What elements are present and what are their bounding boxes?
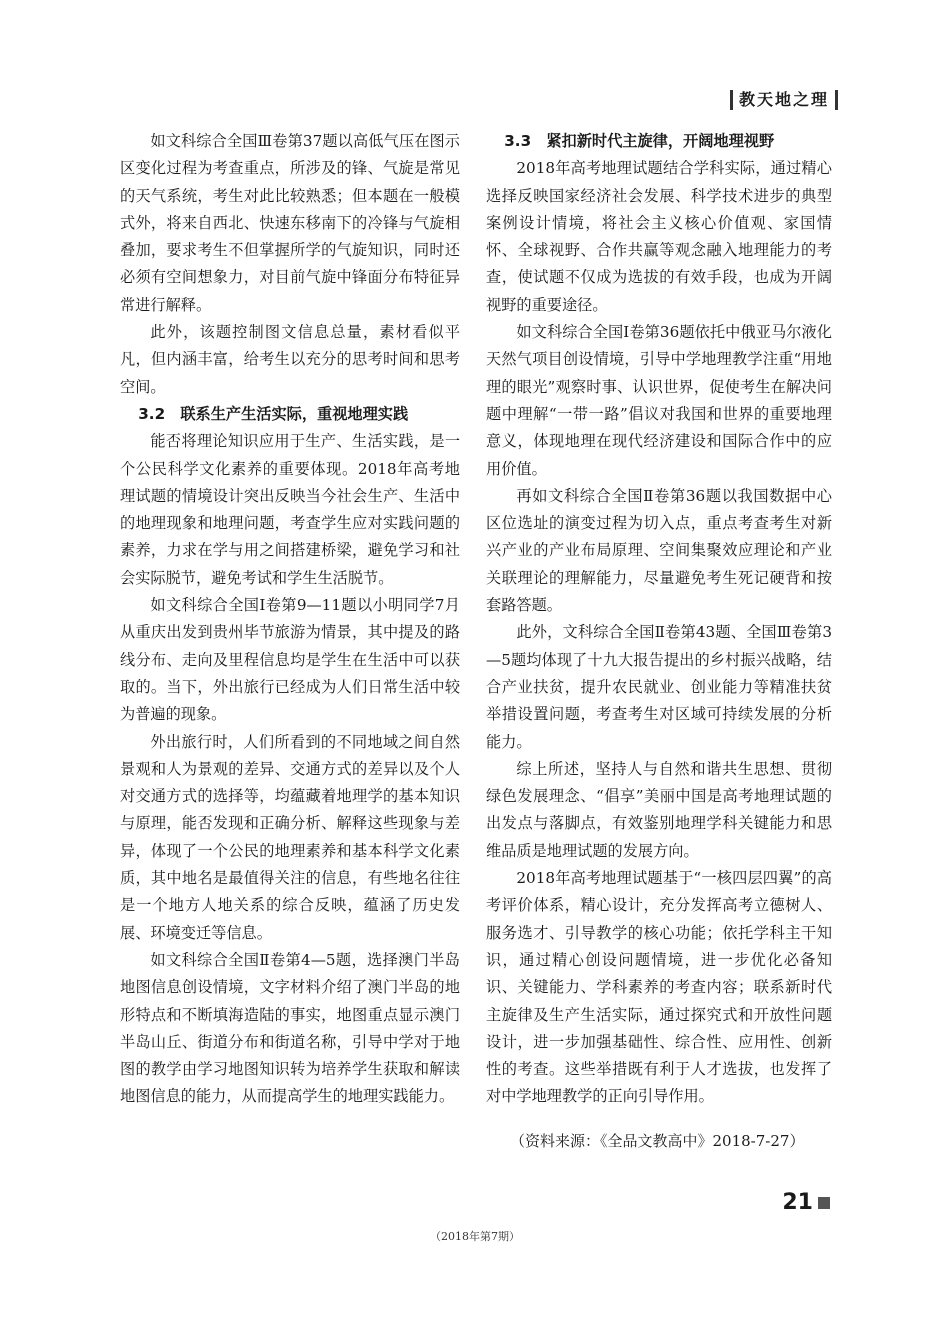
section-heading: 3.3 紧扣新时代主旋律，开阔地理视野 bbox=[504, 132, 775, 150]
square-icon bbox=[818, 1197, 830, 1209]
left-column bbox=[120, 128, 460, 1111]
page-number: 21 bbox=[782, 1190, 813, 1215]
paragraph: 2018年高考地理试题基于“一核四层四翼”的高考评价体系，精心设计，充分发挥高考立德树人、服务选才、引导教学的核心功能；依托学科主干知识，通过精心创设问题情境，进一步优化必备知识、关键能力、学科素养的考查内容；联系新时代主旋律及生产生活实际，通过探究式和开放性问题设计，进一步加强基础性、综合性、应用性、创新性的考查。这些举措既有利于人才选拔，也发挥了对中学地理教学的正向引导作用。 bbox=[486, 869, 832, 1106]
paragraph: 如文科综合全国Ⅱ卷第4—5题，选择澳门半岛地图信息创设情境，文字材料介绍了澳门半岛的地形特点和不断填海造陆的事实，地图重点显示澳门半岛山丘、街道分布和街道名称，引导中学对于地图的教学由学习地图知识转为培养学生获取和解读地图信息的能力，从而提高学生的地理实践能力。 bbox=[120, 950, 460, 1106]
paragraph: 再如文科综合全国Ⅱ卷第36题以我国数据中心区位选址的演变过程为切入点，重点考查考生对新兴产业的产业布局原理、空间集聚效应理论和产业关联理论的理解能力，尽量避免考生死记硬背和按套路答题。 bbox=[486, 486, 832, 615]
paragraph: 如文科综合全国Ⅲ卷第37题以高低气压在图示区变化过程为考查重点，所涉及的锋、气旋是常见的天气系统，考生对此比较熟悉；但本题在一般模式外，将来自西北、快速东移南下的冷锋与气旋相叠加，要求考生不但掌握所学的气旋知识，同时还必须有空间想象力，对目前气旋中锋面分布特征异常进行解释。 bbox=[120, 132, 460, 314]
right-column bbox=[486, 128, 832, 1111]
source-citation: （资料来源：《全品文教高中》2018-7-27） bbox=[510, 1132, 805, 1150]
section-header: 教天地之理 bbox=[730, 90, 838, 110]
section-heading: 3.2 联系生产生活实际，重视地理实践 bbox=[138, 404, 409, 423]
paragraph: 综上所述，坚持人与自然和谐共生思想、贯彻绿色发展理念、“倡享”美丽中国是高考地理试题的出发点与落脚点，有效鉴别地理学科关键能力和思维品质是地理试题的发展方向。 bbox=[486, 759, 832, 860]
paragraph: 如文科综合全国Ⅰ卷第9—11题以小明同学7月从重庆出发到贵州毕节旅游为情景，其中提及的路线分布、走向及里程信息均是学生在生活中可以获取的。当下，外出旅行已经成为人们日常生活中较为普遍的现象。 bbox=[120, 596, 460, 724]
paragraph: 外出旅行时，人们所看到的不同地域之间自然景观和人为景观的差异、交通方式的差异以及个人对交通方式的选择等，均蕴藏着地理学的基本知识与原理，能否发现和正确分析、解释这些现象与差异，体现了一个公民的地理素养和基本科学文化素质，其中地名是最值得关注的信息，有些地名往往是一个地方人地关系的综合反映，蕴涵了历史发展、环境变迁等信息。 bbox=[120, 732, 460, 942]
paragraph: 此外，该题控制图文信息总量，素材看似平凡，但内涵丰富，给考生以充分的思考时间和思考空间。 bbox=[120, 323, 460, 396]
page-number-block bbox=[782, 1190, 830, 1215]
paragraph: 此外，文科综合全国Ⅱ卷第43题、全国Ⅲ卷第3—5题均体现了十九大报告提出的乡村振兴战略，结合产业扶贫，提升农民就业、创业能力等精准扶贫举措设置问题，考查考生对区域可持续发展的分析能力。 bbox=[486, 623, 832, 751]
paragraph: 如文科综合全国Ⅰ卷第36题依托中俄亚马尔液化天然气项目创设情境，引导中学地理教学注重“用地理的眼光”观察时事、认识世界，促使考生在解决问题中理解“一带一路”倡议对我国和世界的重要地理意义，体现地理在现代经济建设和国际合作中的应用价值。 bbox=[486, 323, 832, 478]
paragraph: 2018年高考地理试题结合学科实际，通过精心选择反映国家经济社会发展、科学技术进步的典型案例设计情境，将社会主义核心价值观、家国情怀、全球视野、合作共赢等观念融入地理能力的考查，使试题不仅成为选拔的有效手段，也成为开阔视野的重要途径。 bbox=[486, 159, 832, 314]
issue-footer: （2018年第7期） bbox=[430, 1230, 520, 1243]
paragraph: 能否将理论知识应用于生产、生活实践，是一个公民科学文化素养的重要体现。2018年高考地理试题的情境设计突出反映当今社会生产、生活中的地理现象和地理问题，考查学生应对实践问题的素养，力求在学与用之间搭建桥梁，避免学习和社会实际脱节，避免考试和学生生活脱节。 bbox=[120, 432, 460, 587]
